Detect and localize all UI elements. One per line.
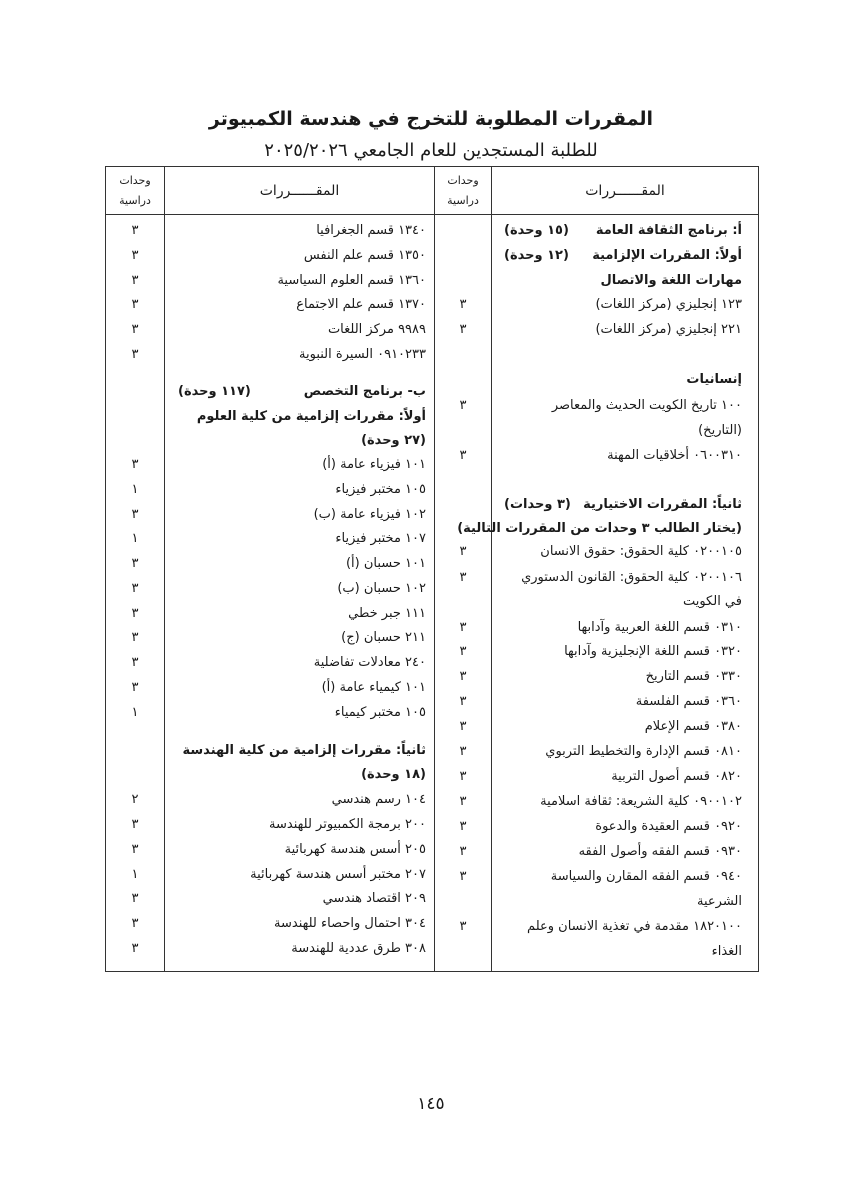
left-units-value: ٢ bbox=[131, 792, 139, 807]
left-course-row: ١٠١ فيزياء عامة (أ) bbox=[322, 457, 426, 472]
left-units-value: ٣ bbox=[131, 457, 139, 472]
divider-right-units bbox=[491, 167, 492, 971]
right-course-row: ٠٦٠٠٣١٠ أخلاقيات المهنة bbox=[607, 448, 742, 463]
left-course-row: ١٣٧٠ قسم علم الاجتماع bbox=[296, 297, 426, 312]
right-course-row: (يختار الطالب ٣ وحدات من المقررات التالية) bbox=[457, 521, 742, 536]
right-units-value: ٣ bbox=[459, 769, 467, 784]
right-course-row: ١٨٢٠١٠٠ مقدمة في تغذية الانسان وعلم bbox=[527, 919, 742, 934]
left-units-value: ٣ bbox=[131, 581, 139, 596]
left-units-value: ٣ bbox=[131, 680, 139, 695]
right-units-value: ٣ bbox=[459, 544, 467, 559]
left-units-value: ٣ bbox=[131, 347, 139, 362]
left-course-row: ١٠٤ رسم هندسي bbox=[331, 792, 426, 807]
right-course-row: ثانياً: المقررات الاختيارية bbox=[583, 497, 742, 512]
page-number: ١٤٥ bbox=[417, 1094, 445, 1114]
left-course-row: ١٣٥٠ قسم علم النفس bbox=[303, 248, 426, 263]
left-course-row: ١٣٦٠ قسم العلوم السياسية bbox=[277, 273, 426, 288]
right-course-row: إنسانيات bbox=[686, 372, 742, 387]
right-units-value: ٣ bbox=[459, 844, 467, 859]
left-course-row: ٢٠٧ مختبر أسس هندسة كهربائية bbox=[250, 867, 426, 882]
left-units-value: ٣ bbox=[131, 817, 139, 832]
right-credit-note: (١٢ وحدة) bbox=[504, 248, 569, 263]
right-units-value: ٣ bbox=[459, 570, 467, 585]
left-units-value: ١ bbox=[131, 531, 139, 546]
right-units-value: ٣ bbox=[459, 322, 467, 337]
right-course-row: ٠٩٤٠ قسم الفقه المقارن والسياسة bbox=[550, 869, 742, 884]
right-units-value: ٣ bbox=[459, 744, 467, 759]
right-course-row: ٠٨٢٠ قسم أصول التربية bbox=[611, 769, 742, 784]
right-course-row: الغذاء bbox=[711, 944, 742, 959]
left-units-value: ٣ bbox=[131, 606, 139, 621]
right-units-value: ٣ bbox=[459, 719, 467, 734]
left-course-row: أولاً: مقررات إلزامية من كلية العلوم bbox=[196, 409, 426, 424]
left-units-value: ٣ bbox=[131, 655, 139, 670]
right-course-row: الشرعية bbox=[697, 894, 742, 909]
left-course-row: ٩٩٨٩ مركز اللغات bbox=[327, 322, 426, 337]
right-course-row: في الكويت bbox=[682, 594, 742, 609]
right-course-row: أ: برنامج الثقافة العامة bbox=[595, 223, 742, 238]
left-units-value: ٣ bbox=[131, 223, 139, 238]
left-course-row: ٢١١ حسبان (ج) bbox=[341, 630, 426, 645]
right-units-value: ٣ bbox=[459, 669, 467, 684]
header-courses-left: المقــــــررات bbox=[259, 182, 340, 199]
header-units-right bbox=[435, 167, 491, 214]
right-course-row: ١٠٠ تاريخ الكويت الحديث والمعاصر bbox=[551, 398, 742, 413]
header-units-left bbox=[106, 167, 164, 214]
left-units-value: ١ bbox=[131, 867, 139, 882]
right-course-row: ٠٣٦٠ قسم الفلسفة bbox=[635, 694, 742, 709]
left-course-row: ١٠٢ فيزياء عامة (ب) bbox=[313, 507, 426, 522]
left-credit-note: (١١٧ وحدة) bbox=[178, 384, 251, 399]
right-credit-note: (١٥ وحدة) bbox=[504, 223, 569, 238]
right-units-value: ٣ bbox=[459, 620, 467, 635]
right-course-row: مهارات اللغة والاتصال bbox=[600, 273, 742, 288]
right-units-value: ٣ bbox=[459, 398, 467, 413]
page-title: المقررات المطلوبة للتخرج في هندسة الكمبيوتر bbox=[208, 108, 654, 130]
right-course-row: ٠٣٢٠ قسم اللغة الإنجليزية وآدابها bbox=[564, 644, 742, 659]
left-units-value: ٣ bbox=[131, 556, 139, 571]
left-course-row: ٢٠٩ اقتصاد هندسي bbox=[322, 891, 426, 906]
left-course-row: ١٠١ كيمياء عامة (أ) bbox=[321, 680, 426, 695]
right-course-row: ٠٣٨٠ قسم الإعلام bbox=[644, 719, 742, 734]
left-units-value: ١ bbox=[131, 705, 139, 720]
left-units-value: ١ bbox=[131, 482, 139, 497]
left-units-value: ٣ bbox=[131, 916, 139, 931]
right-course-row: ٠٩٣٠ قسم الفقه وأصول الفقه bbox=[578, 844, 742, 859]
left-course-row: ٢٠٠ برمجة الكمبيوتر للهندسة bbox=[269, 817, 426, 832]
left-course-row: ١٠٧ مختبر فيزياء bbox=[335, 531, 426, 546]
right-course-row: ٠٩٢٠ قسم العقيدة والدعوة bbox=[595, 819, 742, 834]
header-units-right-line2: دراسية bbox=[447, 193, 479, 207]
right-course-row: أولاً: المقررات الإلزامية bbox=[592, 248, 742, 263]
right-units-value: ٣ bbox=[459, 297, 467, 312]
right-course-row: ٠٢٠٠١٠٦ كلية الحقوق: القانون الدستوري bbox=[521, 570, 742, 585]
left-units-value: ٣ bbox=[131, 941, 139, 956]
left-course-row: (١٨ وحدة) bbox=[361, 767, 426, 782]
left-course-row: (٢٧ وحدة) bbox=[361, 433, 426, 448]
right-course-row: ٠٣٣٠ قسم التاريخ bbox=[645, 669, 742, 684]
left-course-row: ٠٩١٠٢٣٣ السيرة النبوية bbox=[299, 347, 426, 362]
divider-center bbox=[434, 167, 435, 971]
right-course-row: ٠٢٠٠١٠٥ كلية الحقوق: حقوق الانسان bbox=[540, 544, 742, 559]
right-credit-note: (٣ وحدات) bbox=[504, 497, 571, 512]
right-units-value: ٣ bbox=[459, 694, 467, 709]
right-units-value: ٣ bbox=[459, 919, 467, 934]
left-course-row: ٢٠٥ أسس هندسة كهربائية bbox=[284, 842, 426, 857]
courses-table bbox=[105, 166, 759, 972]
left-units-value: ٣ bbox=[131, 297, 139, 312]
right-course-row: ١٢٣ إنجليزي (مركز اللغات) bbox=[595, 297, 742, 312]
right-course-row: (التاريخ) bbox=[698, 423, 742, 438]
right-units-value: ٣ bbox=[459, 869, 467, 884]
right-units-value: ٣ bbox=[459, 794, 467, 809]
header-units-left-line2: دراسية bbox=[119, 193, 151, 207]
left-course-row: ٢٤٠ معادلات تفاضلية bbox=[313, 655, 426, 670]
left-course-row: ١٣٤٠ قسم الجغرافيا bbox=[316, 223, 426, 238]
left-course-row: ب- برنامج التخصص bbox=[303, 384, 426, 399]
right-course-row: ٠٣١٠ قسم اللغة العربية وآدابها bbox=[577, 620, 742, 635]
header-courses-right: المقــــــررات bbox=[585, 182, 665, 199]
left-course-row: ٣٠٤ احتمال واحصاء للهندسة bbox=[274, 916, 426, 931]
right-course-row: ٠٨١٠ قسم الإدارة والتخطيط التربوي bbox=[545, 744, 742, 759]
page-subtitle: للطلبة المستجدين للعام الجامعي ٢٠٢٥/٢٠٢٦ bbox=[264, 140, 598, 161]
left-units-value: ٣ bbox=[131, 322, 139, 337]
left-units-value: ٣ bbox=[131, 507, 139, 522]
right-units-value: ٣ bbox=[459, 448, 467, 463]
left-course-row: ١٠٢ حسبان (ب) bbox=[337, 581, 426, 596]
right-units-value: ٣ bbox=[459, 819, 467, 834]
left-course-row: ٣٠٨ طرق عددية للهندسة bbox=[291, 941, 426, 956]
header-units-left-line1: وحدات bbox=[119, 173, 151, 187]
left-units-value: ٣ bbox=[131, 273, 139, 288]
right-units-value: ٣ bbox=[459, 644, 467, 659]
divider-left-units bbox=[164, 167, 165, 971]
left-course-row: ١٠٥ مختبر كيمياء bbox=[334, 705, 426, 720]
header-divider bbox=[106, 214, 758, 215]
left-course-row: ١٠٥ مختبر فيزياء bbox=[335, 482, 426, 497]
left-units-value: ٣ bbox=[131, 248, 139, 263]
right-course-row: ٢٢١ إنجليزي (مركز اللغات) bbox=[595, 322, 742, 337]
left-units-value: ٣ bbox=[131, 891, 139, 906]
left-units-value: ٣ bbox=[131, 630, 139, 645]
left-course-row: ١١١ جبر خطي bbox=[348, 606, 426, 621]
header-units-right-line1: وحدات bbox=[447, 173, 479, 187]
right-course-row: ٠٩٠٠١٠٢ كلية الشريعة: ثقافة اسلامية bbox=[540, 794, 742, 809]
left-units-value: ٣ bbox=[131, 842, 139, 857]
left-course-row: ثانياً: مقررات إلزامية من كلية الهندسة bbox=[182, 743, 426, 758]
left-course-row: ١٠١ حسبان (أ) bbox=[345, 556, 426, 571]
